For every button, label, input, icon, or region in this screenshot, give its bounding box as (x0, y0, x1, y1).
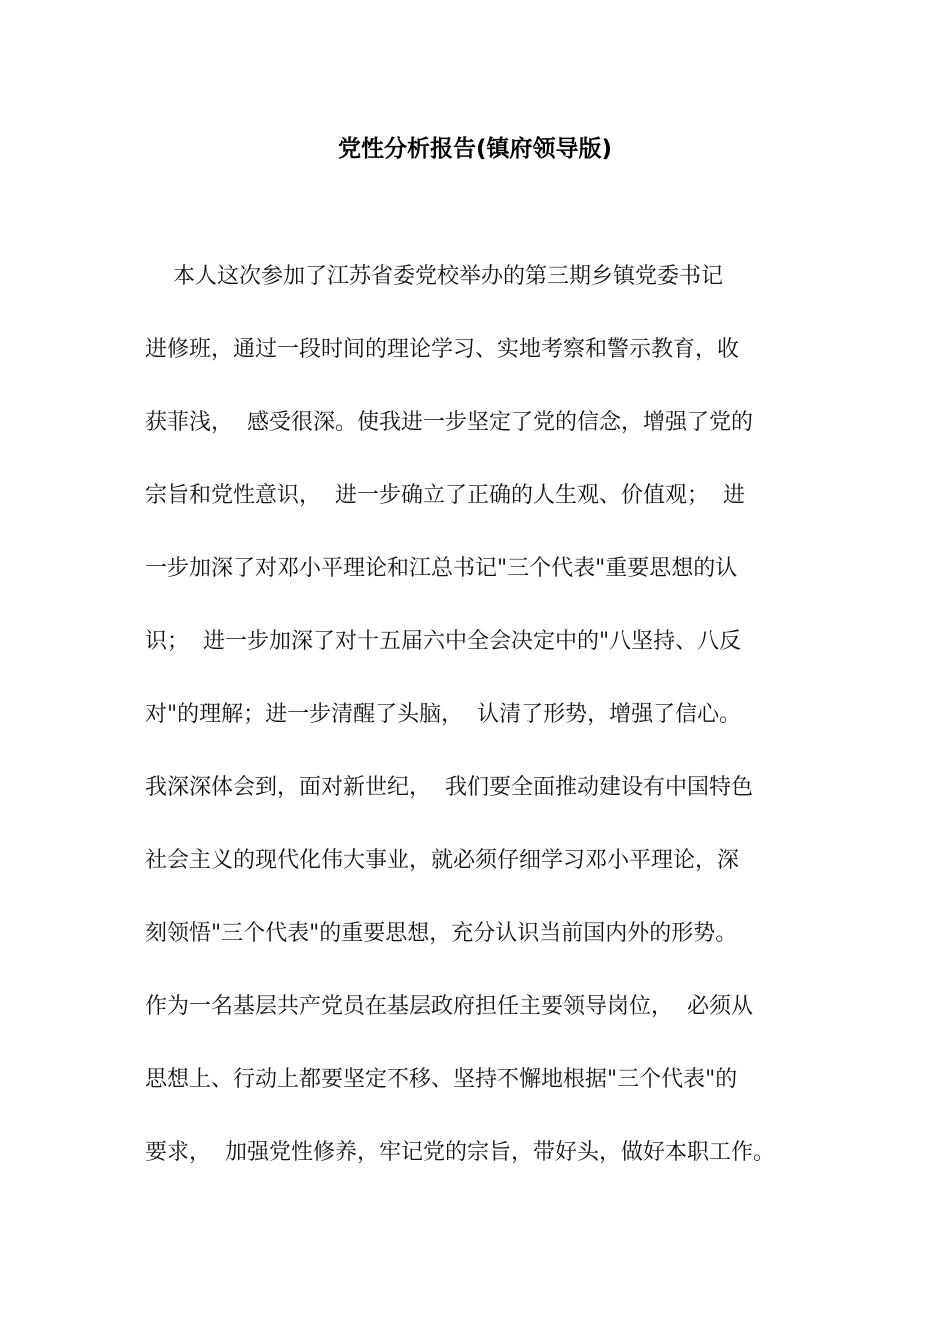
paragraph-line-2: 进修班，通过一段时间的理论学习、实地考察和警示教育，收 (145, 337, 740, 362)
paragraph-line-10: 刻领悟"三个代表"的重要思想，充分认识当前国内外的形势。 (145, 921, 738, 946)
paragraph-line-13: 要求， 加强党性修养，牢记党的宗旨，带好头，做好本职工作。 (145, 1140, 775, 1165)
paragraph-line-4: 宗旨和党性意识， 进一步确立了正确的人生观、价值观； 进 (145, 483, 745, 508)
paragraph-line-9: 社会主义的现代化伟大事业，就必须仔细学习邓小平理论，深 (145, 848, 740, 873)
paragraph-line-7: 对"的理解；进一步清醒了头脑， 认清了形势，增强了信心。 (145, 702, 742, 727)
paragraph-line-11: 作为一名基层共产党员在基层政府担任主要领导岗位， 必须从 (145, 994, 753, 1019)
paragraph-line-5: 一步加深了对邓小平理论和江总书记"三个代表"重要思想的认 (145, 556, 738, 581)
paragraph-line-12: 思想上、行动上都要坚定不移、坚持不懈地根据"三个代表"的 (145, 1067, 738, 1092)
paragraph-line-3: 获菲浅， 感受很深。使我进一步坚定了党的信念，增强了党的 (145, 410, 753, 435)
paragraph-line-6: 识； 进一步加深了对十五届六中全会决定中的"八坚持、八反 (145, 629, 742, 654)
paragraph-line-8: 我深深体会到，面对新世纪， 我们要全面推动建设有中国特色 (145, 775, 753, 800)
document-title: 党性分析报告(镇府领导版) (337, 136, 613, 162)
paragraph-line-1: 本人这次参加了江苏省委党校举办的第三期乡镇党委书记 (145, 264, 723, 289)
